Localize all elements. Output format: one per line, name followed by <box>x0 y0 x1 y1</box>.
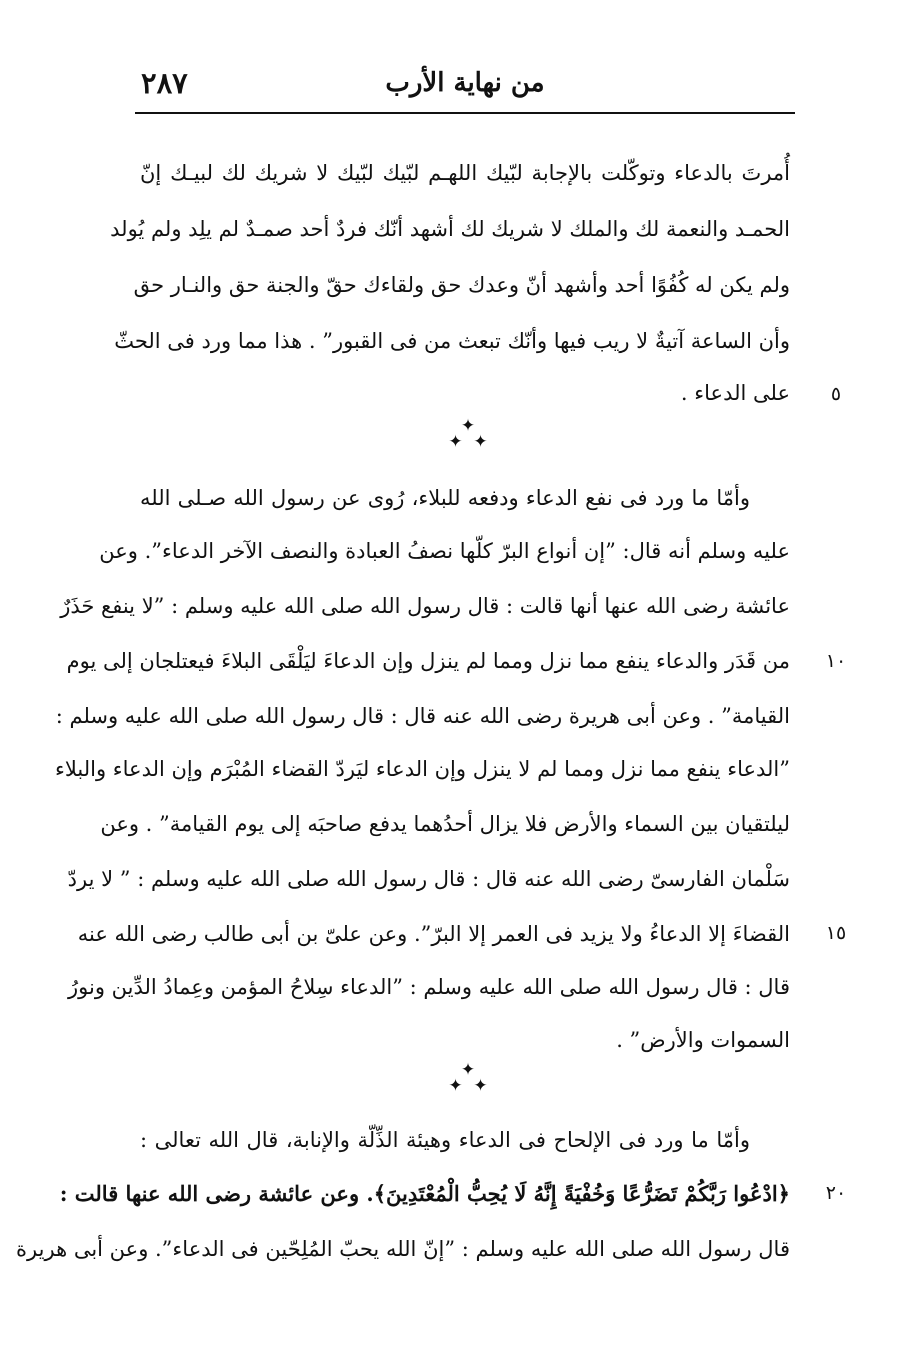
text-line: من قَدَر والدعاء ينفع مما نزل ومما لم ينزل وإن الدعاءَ ليَلْقَى البلاءَ فيعتلجان إلى يوم <box>66 649 790 673</box>
running-title: من نهاية الأرب <box>385 68 545 98</box>
page-header <box>135 62 795 114</box>
text-line: عليه وسلم أنه قال: ”إن أنواع البرّ كلّها نصفُ العبادة والنصف الآخر الدعاء”. وعن <box>99 539 790 563</box>
line-number: ١٥ <box>825 922 847 944</box>
divider-star-icon: ✦ <box>473 432 488 452</box>
text-line: الحمـد والنعمة لك والملك لا شريك لك أشهد أنّك فردٌ أحد صمـدٌ لم يلِد ولم يُولد <box>110 217 790 241</box>
text-line: على الدعاء . <box>680 381 790 405</box>
text-line: القضاءَ إلا الدعاءُ ولا يزيد فى العمر إلا البرّ”. وعن علىّ بن أبى طالب رضى الله عنه <box>77 922 790 946</box>
divider-star-icon: ✦ <box>460 1060 476 1080</box>
text-line: السموات والأرض” . <box>616 1028 790 1052</box>
divider-star-icon: ✦ <box>473 1076 488 1096</box>
section-divider <box>444 418 492 458</box>
text-line: عائشة رضى الله عنها أنها قالت : قال رسول الله صلى الله عليه وسلم : ”لا ينفع حَذَرٌ <box>60 594 790 618</box>
text-line: وأمّا ما ورد فى نفع الدعاء ودفعه للبلاء، رُوى عن رسول الله صـلى الله <box>140 486 750 510</box>
text-line: قال : قال رسول الله صلى الله عليه وسلم : ”الدعاء سِلاحُ المؤمن وعِمادُ الدِّين ونورُ <box>68 975 790 999</box>
quran-verse-line: ﴿ادْعُوا رَبَّكُمْ تَضَرُّعًا وَخُفْيَةً إِنَّهُ لَا يُحِبُّ الْمُعْتَدِينَ﴾. وعن عائشة رضى الله عنها قالت : <box>59 1181 790 1206</box>
line-number: ٢٠ <box>825 1182 847 1204</box>
text-line: ولم يكن له كُفُوًا أحد وأشهد أنّ وعدك حق ولقاءك حقّ والجنة حق والنـار حق <box>133 273 790 297</box>
divider-star-icon: ✦ <box>460 416 476 436</box>
text-line: ”الدعاء ينفع مما نزل ومما لم لا ينزل وإن الدعاء ليَردّ القضاء المُبْرَم وإن الدعاء والبلاء <box>54 757 790 781</box>
line-number: ١٠ <box>825 650 847 672</box>
text-line: وأمّا ما ورد فى الإلحاح فى الدعاء وهيئة الذِّلّة والإنابة، قال الله تعالى : <box>140 1128 750 1152</box>
text-line: أُمرتَ بالدعاء وتوكّلت بالإجابة لبّيك اللهـم لبّيك لبّيك لا شريك لك لبيـك إنّ <box>140 161 790 185</box>
text-line: وأن الساعة آتيةٌ لا ريب فيها وأنّك تبعث من فى القبور” . هذا مما ورد فى الحثّ <box>114 329 790 353</box>
divider-star-icon: ✦ <box>448 1076 463 1096</box>
text-line: القيامة” . وعن أبى هريرة رضى الله عنه قال : قال رسول الله صلى الله عليه وسلم : <box>55 704 790 728</box>
divider-star-icon: ✦ <box>448 432 463 452</box>
section-divider <box>444 1062 492 1102</box>
text-line: ليلتقيان بين السماء والأرض فلا يزال أحدُهما يدفع صاحبَه إلى يوم القيامة” . وعن <box>100 812 790 836</box>
page-number: ٢٨٧ <box>141 66 188 100</box>
text-line: قال رسول الله صلى الله عليه وسلم : ”إنّ الله يحبّ المُلِحّين فى الدعاء”. وعن أبى هريرة <box>16 1237 790 1261</box>
text-line: سَلْمان الفارسىّ رضى الله عنه قال : قال رسول الله صلى الله عليه وسلم : ” لا يردّ <box>67 867 790 891</box>
line-number: ٥ <box>830 383 842 405</box>
